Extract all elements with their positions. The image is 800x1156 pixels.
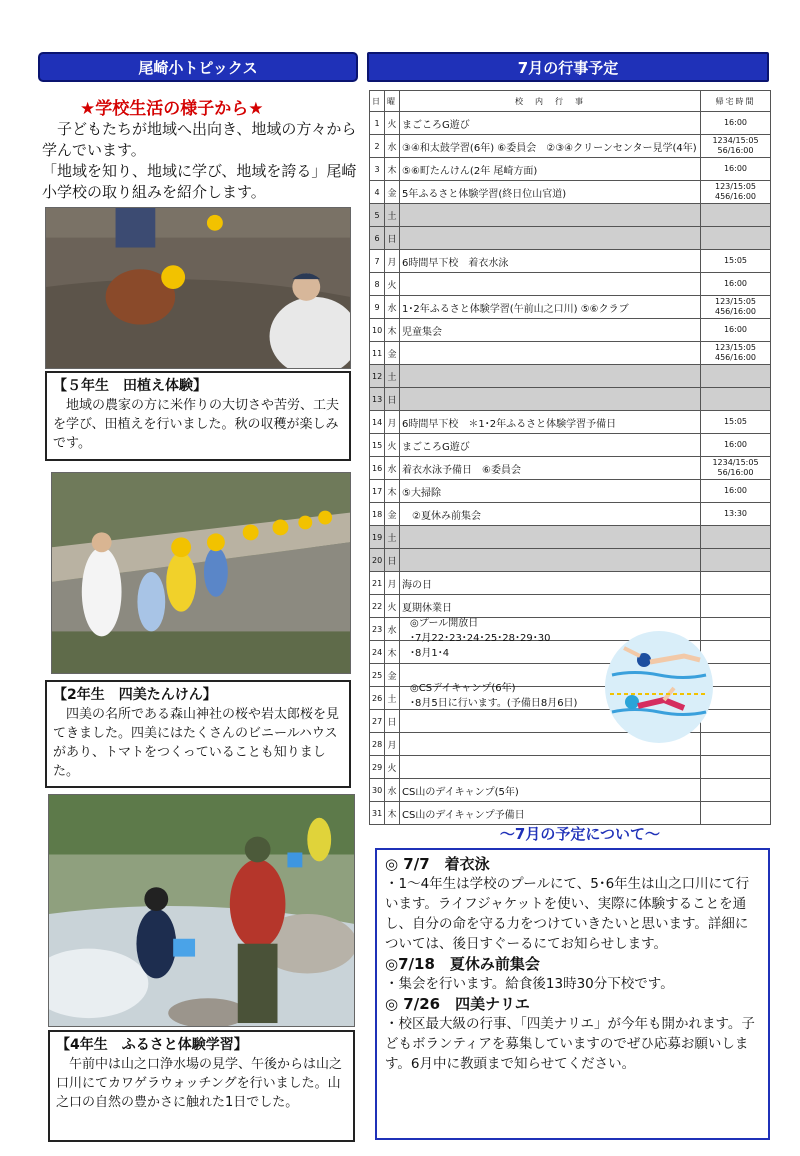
- notes-title: ～7月の予定について～: [499, 825, 661, 843]
- col-weekday: 曜: [385, 91, 400, 112]
- caption-box-1: [45, 371, 351, 461]
- weekday-cell: 火: [385, 434, 400, 457]
- return-time-cell: [701, 204, 771, 227]
- schedule-header-row: [370, 91, 771, 112]
- return-time-cell: 16:00: [701, 434, 771, 457]
- weekday-cell: 日: [385, 388, 400, 411]
- return-time-cell: [701, 595, 771, 618]
- weekday-cell: 火: [385, 756, 400, 779]
- weekday-cell: 火: [385, 273, 400, 296]
- col-return-time: 帰宅時間: [701, 91, 771, 112]
- schedule-row: [370, 319, 771, 342]
- day-cell: 13: [370, 388, 385, 411]
- note-body-3: ・校区最大級の行事、「四美ナリエ」が今年も開かれます。子どもボランティアを募集していますのでぜひ応募お願いします。6月中に教頭まで知らせてください。: [385, 1016, 755, 1072]
- weekday-cell: 土: [385, 687, 400, 710]
- return-time-cell: 16:00: [701, 112, 771, 135]
- col-day: 日: [370, 91, 385, 112]
- weekday-cell: 木: [385, 158, 400, 181]
- topics-header-text: 尾崎小トピックス: [138, 58, 258, 77]
- notes-box: [375, 848, 770, 1140]
- weekday-cell: 水: [385, 135, 400, 158]
- event-cell: ③④和太鼓学習(6年) ⑥委員会 ②③④クリーンセンター見学(4年): [400, 135, 701, 158]
- event-cell: CS山のデイキャンプ(5年): [400, 779, 701, 802]
- schedule-header: [367, 52, 769, 82]
- return-time-cell: 15:05: [701, 250, 771, 273]
- return-time-cell: [701, 365, 771, 388]
- day-cell: 18: [370, 503, 385, 526]
- schedule-row: [370, 181, 771, 204]
- event-cell: [400, 273, 701, 296]
- schedule-row: [370, 342, 771, 365]
- day-cell: 3: [370, 158, 385, 181]
- event-cell: [400, 365, 701, 388]
- schedule-row: [370, 411, 771, 434]
- day-cell: 27: [370, 710, 385, 733]
- return-time-cell: [701, 779, 771, 802]
- schedule-row: [370, 273, 771, 296]
- weekday-cell: 月: [385, 411, 400, 434]
- event-cell: CS山のデイキャンプ予備日: [400, 802, 701, 825]
- schedule-row: [370, 503, 771, 526]
- event-cell: 1･2年ふるさと体験学習(午前山之口川) ⑤⑥クラブ: [400, 296, 701, 319]
- schedule-row: [370, 572, 771, 595]
- schedule-row: [370, 480, 771, 503]
- caption-body-2: 四美の名所である森山神社の桜や岩太郎桜を見てきました。四美にはたくさんのビニールハウスがあり、トマトをつくっていることも知りました。: [53, 707, 340, 779]
- schedule-row: [370, 112, 771, 135]
- event-cell: 6時間早下校 着衣水泳: [400, 250, 701, 273]
- topics-header: [38, 52, 358, 82]
- caption-title-1: 【５年生 田植え体験】: [53, 378, 207, 394]
- schedule-row: [370, 158, 771, 181]
- day-cell: 24: [370, 641, 385, 664]
- return-time-cell: 123/15:05 456/16:00: [701, 181, 771, 204]
- day-cell: 11: [370, 342, 385, 365]
- day-cell: 4: [370, 181, 385, 204]
- schedule-row: [370, 549, 771, 572]
- event-cell: [400, 549, 701, 572]
- note-body-1: ・1～4年生は学校のプールにて、5･6年生は山之口川にて行います。ライフジャケットを使い、実際に体験することを通し、自分の命を守る力をつけていきたいと思います。詳細については、後日すぐーるにてお知らせします。: [385, 876, 750, 952]
- schedule-row: [370, 227, 771, 250]
- day-cell: 10: [370, 319, 385, 342]
- schedule-row: [370, 434, 771, 457]
- event-cell: [400, 204, 701, 227]
- schedule-header-text: 7月の行事予定: [517, 58, 619, 77]
- caption-title-3: 【4年生 ふるさと体験学習】: [56, 1037, 248, 1053]
- return-time-cell: 16:00: [701, 158, 771, 181]
- event-cell: [400, 342, 701, 365]
- event-cell: 着衣水泳予備日 ⑥委員会: [400, 457, 701, 480]
- event-cell: [400, 756, 701, 779]
- day-cell: 15: [370, 434, 385, 457]
- schedule-row: [370, 388, 771, 411]
- event-cell: 児童集会: [400, 319, 701, 342]
- note-head-1: ◎ 7/7 着衣泳: [385, 855, 490, 873]
- day-cell: 21: [370, 572, 385, 595]
- day-cell: 30: [370, 779, 385, 802]
- rice-planting-photo: [45, 207, 351, 369]
- weekday-cell: 土: [385, 365, 400, 388]
- weekday-cell: 金: [385, 342, 400, 365]
- weekday-cell: 月: [385, 250, 400, 273]
- day-cell: 8: [370, 273, 385, 296]
- schedule-row: [370, 756, 771, 779]
- schedule-row: [370, 595, 771, 618]
- return-time-cell: [701, 756, 771, 779]
- weekday-cell: 日: [385, 710, 400, 733]
- event-cell: ⑤⑥町たんけん(2年 尾崎方面): [400, 158, 701, 181]
- col-events: 校 内 行 事: [400, 91, 701, 112]
- return-time-cell: 123/15:05 456/16:00: [701, 296, 771, 319]
- caption-box-3: [48, 1030, 355, 1142]
- weekday-cell: 火: [385, 112, 400, 135]
- schedule-row: [370, 250, 771, 273]
- return-time-cell: [701, 572, 771, 595]
- return-time-cell: [701, 227, 771, 250]
- event-cell: まごころG遊び: [400, 434, 701, 457]
- day-cell: 29: [370, 756, 385, 779]
- intro-title: ★学校生活の様子から★: [80, 99, 264, 119]
- day-cell: 28: [370, 733, 385, 756]
- day-cell: 1: [370, 112, 385, 135]
- note-body-2: ・集会を行います。給食後13時30分下校です。: [385, 976, 674, 992]
- day-cell: 7: [370, 250, 385, 273]
- weekday-cell: 木: [385, 641, 400, 664]
- caption-title-2: 【2年生 四美たんけん】: [53, 687, 217, 703]
- swimming-illustration: [604, 630, 714, 745]
- weekday-cell: 金: [385, 664, 400, 687]
- weekday-cell: 月: [385, 572, 400, 595]
- day-cell: 20: [370, 549, 385, 572]
- return-time-cell: 16:00: [701, 273, 771, 296]
- weekday-cell: 日: [385, 549, 400, 572]
- exploration-walk-photo: [51, 472, 351, 674]
- weekday-cell: 水: [385, 296, 400, 319]
- caption-body-3: 午前中は山之口浄水場の見学、午後からは山之口川にてカワゲラウォッチングを行いました。山之口の自然の豊かさに触れた1日でした。: [56, 1057, 343, 1110]
- pool-open-note: ◎プール開放日 ･7月22･23･24･25･28･29･30 ･8月1･4: [410, 618, 551, 659]
- note-head-2: ◎7/18 夏休み前集会: [385, 955, 540, 973]
- caption-body-1: 地域の農家の方に米作りの大切さや苦労、工夫を学び、田植えを行いました。秋の収穫が楽しみです。: [53, 398, 340, 451]
- return-time-cell: 16:00: [701, 480, 771, 503]
- day-cell: 6: [370, 227, 385, 250]
- weekday-cell: 水: [385, 457, 400, 480]
- day-cell: 26: [370, 687, 385, 710]
- day-cell: 19: [370, 526, 385, 549]
- event-cell: [400, 388, 701, 411]
- day-cell: 9: [370, 296, 385, 319]
- weekday-cell: 火: [385, 595, 400, 618]
- schedule-row: [370, 526, 771, 549]
- caption-box-2: [45, 680, 351, 788]
- return-time-cell: 1234/15:05 56/16:00: [701, 135, 771, 158]
- day-cell: 5: [370, 204, 385, 227]
- note-head-3: ◎ 7/26 四美ナリエ: [385, 995, 530, 1013]
- river-study-photo: [48, 794, 355, 1027]
- day-cell: 14: [370, 411, 385, 434]
- weekday-cell: 日: [385, 227, 400, 250]
- event-cell: 海の日: [400, 572, 701, 595]
- weekday-cell: 木: [385, 802, 400, 825]
- schedule-row: [370, 135, 771, 158]
- return-time-cell: [701, 549, 771, 572]
- event-cell: 夏期休業日: [400, 595, 701, 618]
- return-time-cell: 16:00: [701, 319, 771, 342]
- event-cell: ⑤大掃除: [400, 480, 701, 503]
- weekday-cell: 月: [385, 733, 400, 756]
- day-cell: 12: [370, 365, 385, 388]
- return-time-cell: 13:30: [701, 503, 771, 526]
- weekday-cell: 木: [385, 480, 400, 503]
- day-cell: 2: [370, 135, 385, 158]
- schedule-row: [370, 296, 771, 319]
- return-time-cell: [701, 802, 771, 825]
- return-time-cell: [701, 526, 771, 549]
- return-time-cell: [701, 388, 771, 411]
- schedule-row: [370, 365, 771, 388]
- weekday-cell: 金: [385, 181, 400, 204]
- day-cell: 17: [370, 480, 385, 503]
- schedule-row: [370, 802, 771, 825]
- return-time-cell: 15:05: [701, 411, 771, 434]
- weekday-cell: 金: [385, 503, 400, 526]
- schedule-row: [370, 204, 771, 227]
- return-time-cell: 123/15:05 456/16:00: [701, 342, 771, 365]
- weekday-cell: 水: [385, 779, 400, 802]
- day-cell: 23: [370, 618, 385, 641]
- weekday-cell: 木: [385, 319, 400, 342]
- day-cell: 25: [370, 664, 385, 687]
- event-cell: 5年ふるさと体験学習(終日位山官道): [400, 181, 701, 204]
- intro-body: 子どもたちが地域へ出向き、地域の方々から学んでいます。 「地域を知り、地域に学び、地域を誇る」尾崎小学校の取り組みを紹介します。: [42, 120, 357, 201]
- event-cell: ②夏休み前集会: [400, 503, 701, 526]
- event-cell: まごころG遊び: [400, 112, 701, 135]
- event-cell: 6時間早下校 ＊1･2年ふるさと体験学習予備日: [400, 411, 701, 434]
- day-cell: 22: [370, 595, 385, 618]
- schedule-row: [370, 779, 771, 802]
- weekday-cell: 土: [385, 204, 400, 227]
- schedule-row: [370, 457, 771, 480]
- event-cell: [400, 526, 701, 549]
- day-cell: 31: [370, 802, 385, 825]
- return-time-cell: 1234/15:05 56/16:00: [701, 457, 771, 480]
- day-cell: 16: [370, 457, 385, 480]
- weekday-cell: 土: [385, 526, 400, 549]
- event-cell: [400, 227, 701, 250]
- day-camp-note: ◎CSデイキャンプ(6年) ･8月5日に行います。(予備日8月6日): [410, 683, 578, 709]
- weekday-cell: 水: [385, 618, 400, 641]
